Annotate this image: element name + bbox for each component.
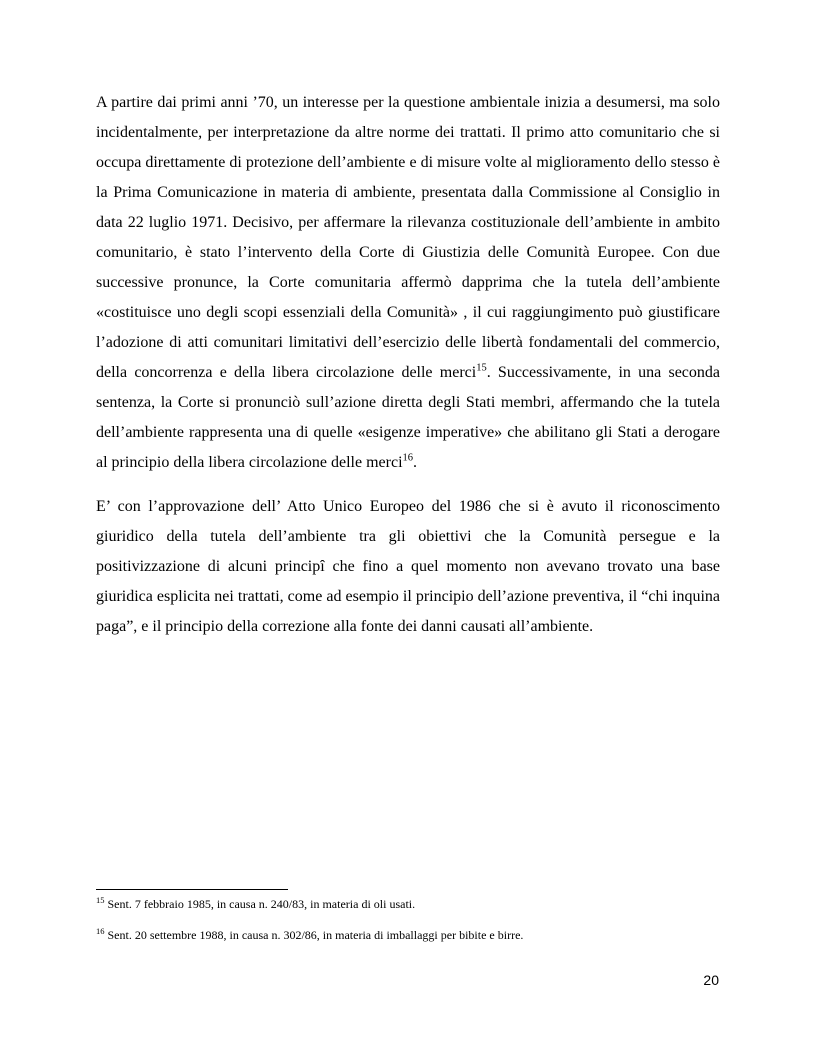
paragraph: [96, 88, 720, 478]
paragraph-text: . Successivamente, in una seconda sentenza, la Corte si pronunciò sull’azione diretta degli Stati membri, affermando che la tutela dell’ambiente rappresenta una di quelle «esigenze imperative» che abilitano gli Stati a derogare al principio della libera circolazione delle merci: [96, 364, 721, 471]
footnotes: [96, 896, 720, 944]
main-text: [96, 88, 720, 642]
footnote-number: 15: [96, 895, 105, 905]
page-number: 20: [703, 972, 719, 988]
footnote-text: Sent. 7 febbraio 1985, in causa n. 240/83, in materia di oli usati.: [107, 897, 416, 911]
footnote-reference: 16: [402, 452, 414, 464]
footnote-separator: [96, 889, 288, 890]
paragraph: E’ con l’approvazione dell’ Atto Unico Europeo del 1986 che si è avuto il riconoscimento giuridico della tutela dell’ambiente tra gli obiettivi che la Comunità persegue e la positivizzazione di alcuni principî che fino a quel momento non avevano trovato una base giuridica esplicita nei trattati, come ad esempio il principio dell’azione preventiva, il “chi inquina paga”, e il principio della correzione alla fonte dei danni causati all’ambiente.: [96, 498, 720, 635]
footnote-text: Sent. 20 settembre 1988, in causa n. 302/86, in materia di imballaggi per bibite e birre.: [107, 928, 524, 942]
paragraph-text: .: [413, 454, 418, 471]
footnote-number: 16: [96, 926, 105, 936]
footnote: [96, 927, 720, 944]
paragraph-text: A partire dai primi anni ’70, un interesse per la questione ambientale inizia a desumersi, ma solo incidentalmente, per interpretazione da altre norme dei trattati. Il primo atto comunitario che si occupa direttamente di protezione dell’ambiente e di misure volte al miglioramento dello stesso è la Prima Comunicazione in materia di ambiente, presentata dalla Commissione al Consiglio in data 22 luglio 1971. Decisivo, per affermare la rilevanza costituzionale dell’ambiente in ambito comunitario, è stato l’intervento della Corte di Giustizia delle Comunità Europee. Con due successive pronunce, la Corte comunitaria affermò dapprima che la tutela dell’ambiente «costituisce uno degli scopi essenziali della Comunità» , il cui raggiungimento può giustificare l’adozione di atti comunitari limitativi dell’esercizio delle libertà fondamentali del commercio, della concorrenza e della libera circolazione delle merci: [96, 94, 720, 381]
footnote-reference: 15: [476, 362, 487, 374]
footnote: [96, 896, 720, 913]
